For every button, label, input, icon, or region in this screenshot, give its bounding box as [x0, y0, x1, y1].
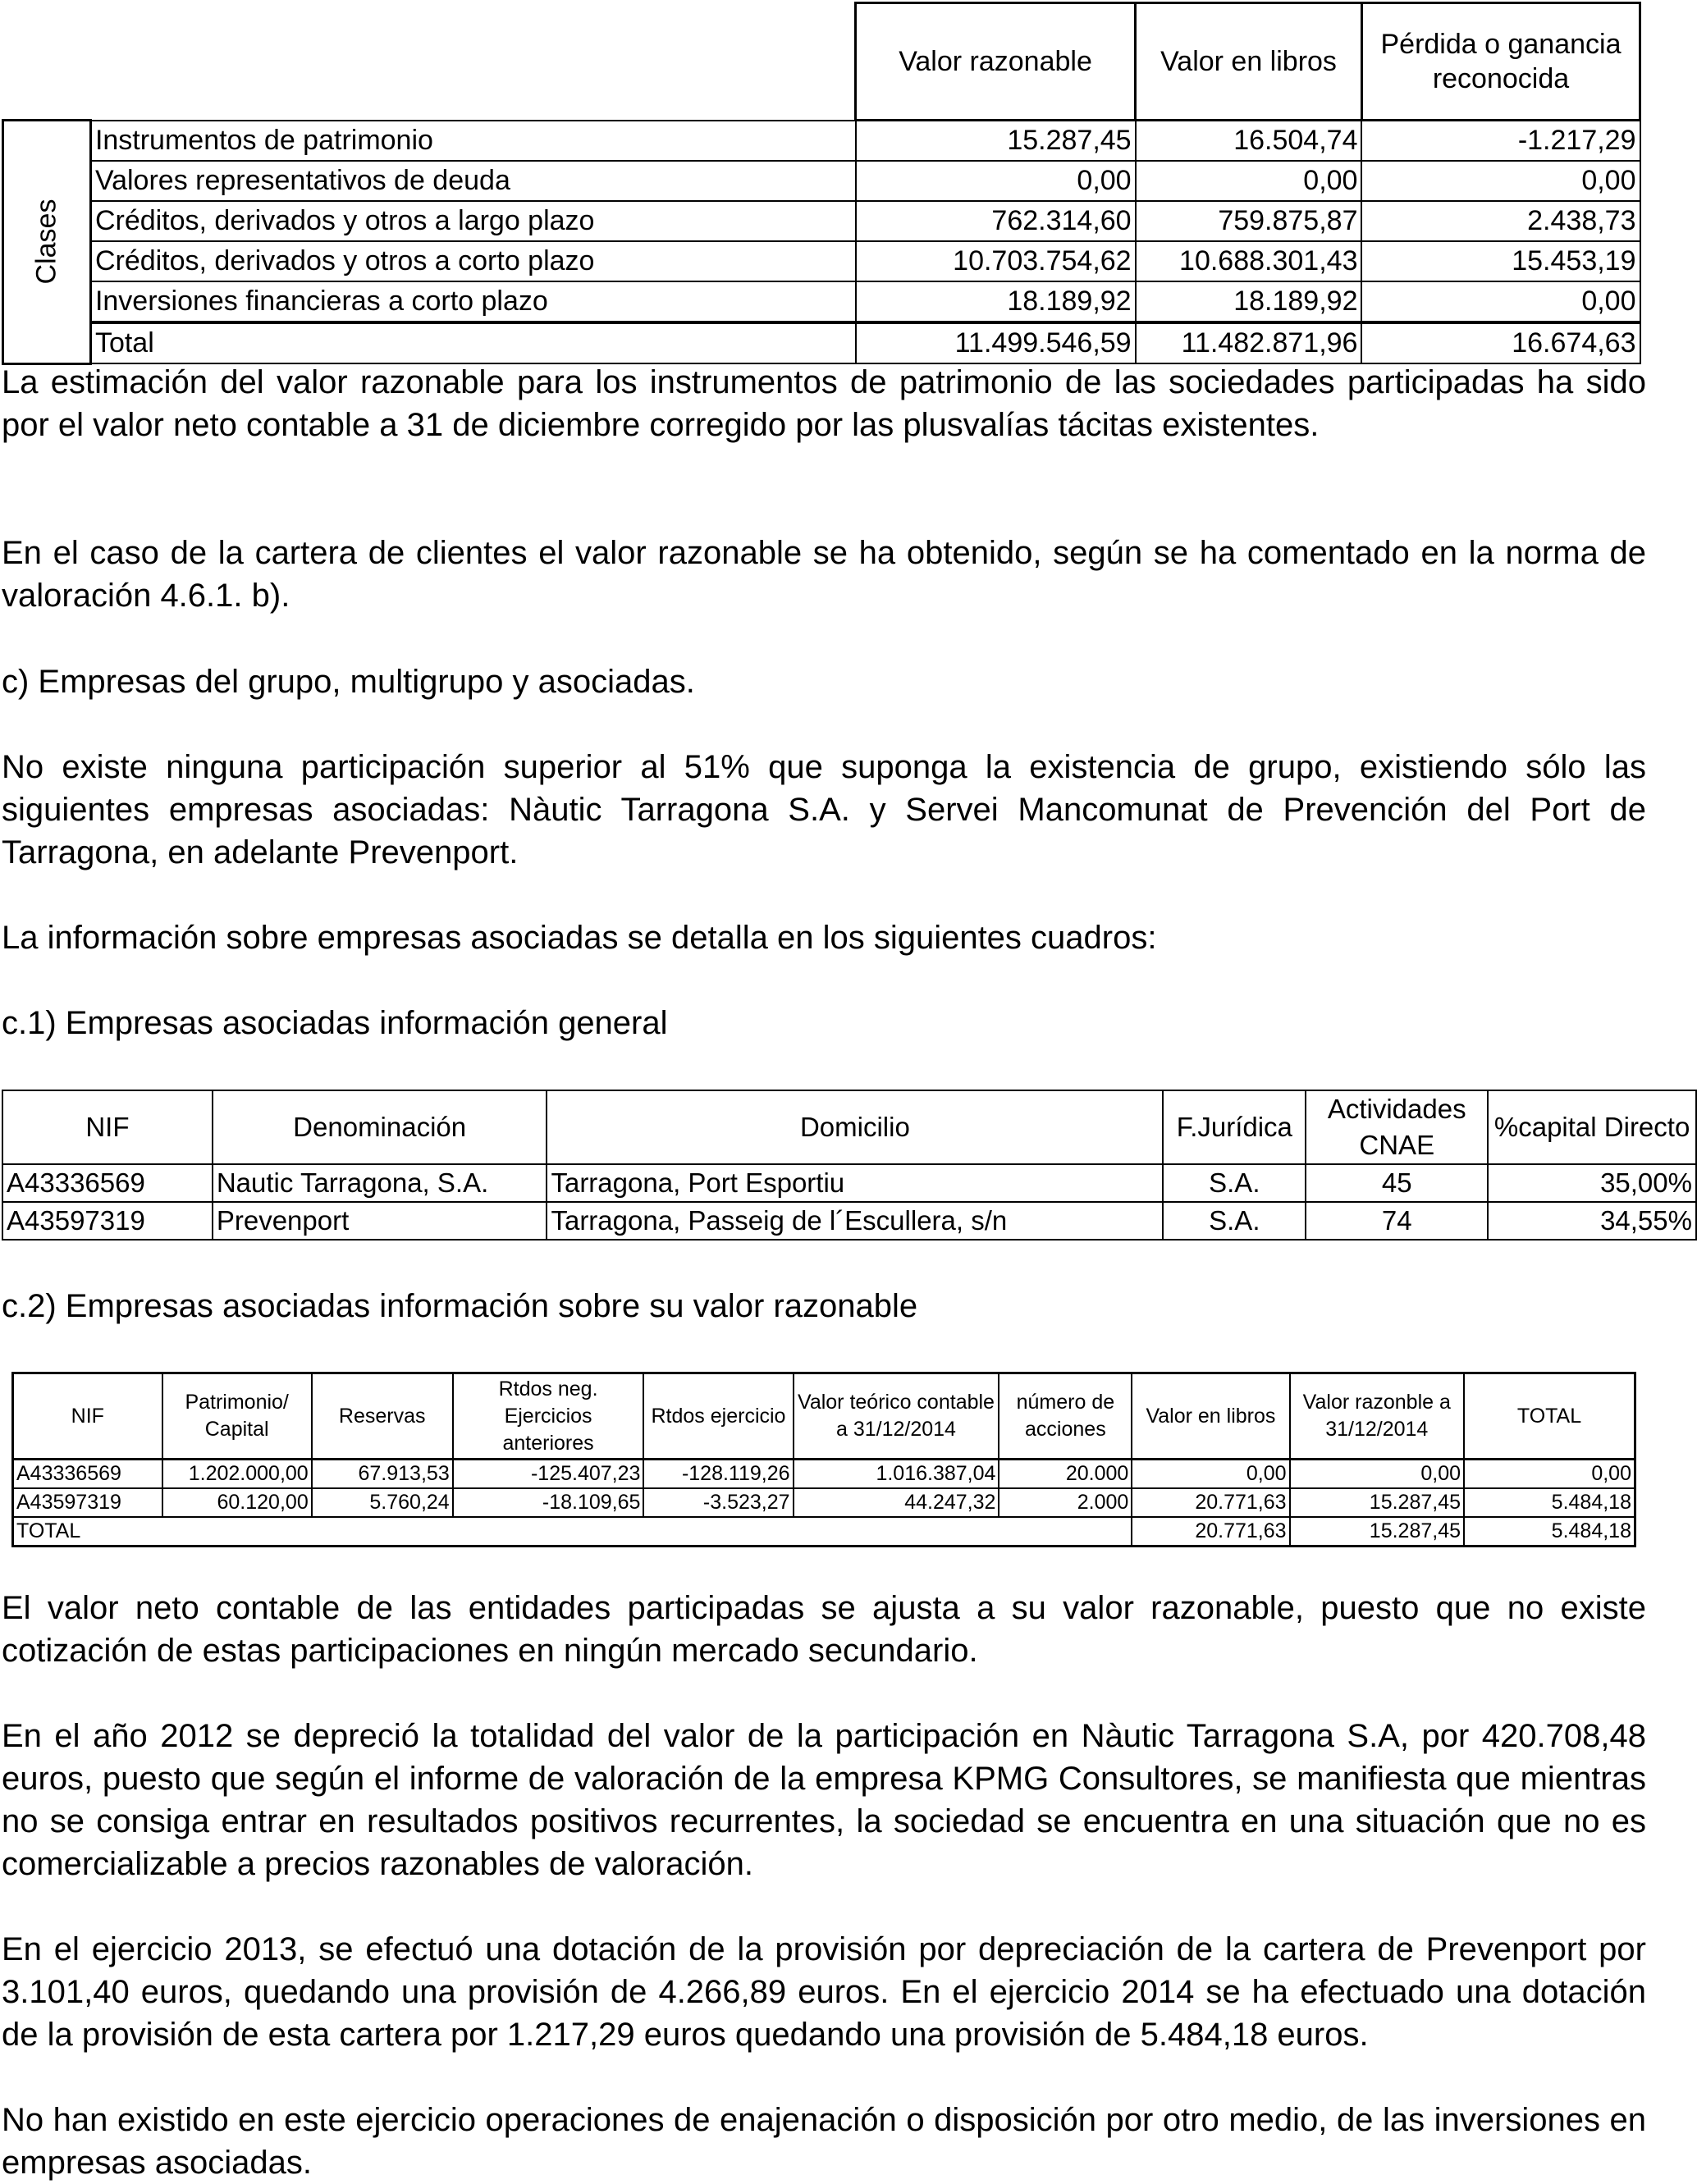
cell-value: 1.202.000,00: [162, 1460, 312, 1489]
table-row: [13, 1488, 1635, 1517]
header-numero-acciones: número de acciones: [999, 1373, 1132, 1460]
header-forma-juridica: F.Jurídica: [1163, 1090, 1306, 1164]
paragraph-valuation-method: La estimación del valor razonable para los instrumentos de patrimonio de las sociedades participadas ha sido por el valor neto contable a 31 de diciembre corregido por las plusvalías tácitas existentes.: [2, 364, 1646, 443]
table-row: [3, 121, 1640, 162]
cell-value: 10.688.301,43: [1136, 241, 1362, 281]
clases-side-label: Clases: [3, 121, 91, 364]
cell-value: 0,00: [1464, 1460, 1635, 1489]
total-value: 15.287,45: [1290, 1517, 1464, 1547]
cell-value: 2.000: [999, 1488, 1132, 1517]
cell-value: 16.504,74: [1136, 121, 1362, 162]
cell-domicilio: Tarragona, Passeig de l´Escullera, s/n: [547, 1202, 1163, 1240]
cell-denominacion: Nautic Tarragona, S.A.: [213, 1164, 547, 1202]
table-row: [2, 1164, 1696, 1202]
cell-value: 20.771,63: [1132, 1488, 1289, 1517]
cell-denominacion: Prevenport: [213, 1202, 547, 1240]
cell-value: 0,00: [1136, 161, 1362, 201]
header-valor-en-libros: Valor en libros: [1132, 1373, 1289, 1460]
paragraph-no-disposals: No han existido en este ejercicio operaciones de enajenación o disposición por otro medio, de las inversiones en empresas asociadas.: [2, 2102, 1646, 2181]
header-actividades-cnae: Actividades CNAE: [1306, 1090, 1488, 1164]
table-row: [13, 1460, 1635, 1489]
row-label: Créditos, derivados y otros a corto plazo: [90, 241, 855, 281]
cell-capital: 35,00%: [1488, 1164, 1696, 1202]
associates-fair-value-table: [11, 1372, 1636, 1547]
cell-value: 10.703.754,62: [856, 241, 1136, 281]
section-heading-c1: c.1) Empresas asociadas información general: [2, 1005, 668, 1041]
cell-domicilio: Tarragona, Port Esportiu: [547, 1164, 1163, 1202]
total-label: TOTAL: [13, 1517, 1132, 1547]
header-rtdos-neg: Rtdos neg. Ejercicios anteriores: [453, 1373, 644, 1460]
paragraph-associates: No existe ninguna participación superior al 51% que suponga la existencia de grupo, existiendo sólo las siguientes empresas asociadas: Nàutic Tarragona S.A. y Servei Mancomunat de Prevención del Port de Tarragona, en adelante Prevenport.: [2, 749, 1646, 870]
cell-value: 759.875,87: [1136, 201, 1362, 241]
table-row: [3, 281, 1640, 322]
header-total: TOTAL: [1464, 1373, 1635, 1460]
total-row: [13, 1517, 1635, 1547]
total-value: 11.499.546,59: [856, 322, 1136, 363]
section-heading-c2: c.2) Empresas asociadas información sobre su valor razonable: [2, 1288, 918, 1324]
paragraph-net-book-value: El valor neto contable de las entidades participadas se ajusta a su valor razonable, puesto que no existe cotización de estas participaciones en ningún mercado secundario.: [2, 1590, 1646, 1669]
cell-value: 15.453,19: [1361, 241, 1640, 281]
header-perdida-ganancia: Pérdida o ganancia reconocida: [1361, 3, 1640, 121]
total-value: 20.771,63: [1132, 1517, 1289, 1547]
cell-cnae: 45: [1306, 1164, 1488, 1202]
cell-forma-juridica: S.A.: [1163, 1202, 1306, 1240]
cell-value: -125.407,23: [453, 1460, 644, 1489]
header-nif: NIF: [13, 1373, 162, 1460]
table-row: [3, 201, 1640, 241]
total-value: 11.482.871,96: [1136, 322, 1362, 363]
associates-general-table: [2, 1090, 1697, 1240]
paragraph-2013-2014-provision: En el ejercicio 2013, se efectuó una dotación de la provisión por depreciación de la cartera de Prevenport por 3.101,40 euros, quedando una provisión de 4.266,89 euros. En el ejercicio 2014 se ha efectuado una dotación de la provisión de esta cartera por 1.217,29 euros quedando una provisión de 5.484,18 euros.: [2, 1931, 1646, 2053]
header-reservas: Reservas: [312, 1373, 453, 1460]
table-row: [3, 161, 1640, 201]
row-label: Inversiones financieras a corto plazo: [90, 281, 855, 322]
cell-value: 0,00: [1132, 1460, 1289, 1489]
cell-nif: A43336569: [13, 1460, 162, 1489]
cell-value: 762.314,60: [856, 201, 1136, 241]
cell-value: 0,00: [1361, 161, 1640, 201]
total-value: 5.484,18: [1464, 1517, 1635, 1547]
associates-general-header: [2, 1090, 1696, 1164]
cell-value: 67.913,53: [312, 1460, 453, 1489]
cell-nif: A43336569: [2, 1164, 213, 1202]
associates-fair-value-header: [13, 1373, 1635, 1460]
total-row: [3, 322, 1640, 363]
header-capital-directo: %capital Directo: [1488, 1090, 1696, 1164]
header-denominacion: Denominación: [213, 1090, 547, 1164]
row-label: Créditos, derivados y otros a largo plazo: [90, 201, 855, 241]
cell-value: 60.120,00: [162, 1488, 312, 1517]
header-valor-razonable: Valor razonble a 31/12/2014: [1290, 1373, 1464, 1460]
cell-nif: A43597319: [13, 1488, 162, 1517]
cell-value: -128.119,26: [643, 1460, 793, 1489]
cell-nif: A43597319: [2, 1202, 213, 1240]
fair-value-table: [2, 2, 1641, 365]
header-valor-teorico: Valor teórico contable a 31/12/2014: [794, 1373, 999, 1460]
table-row: [3, 241, 1640, 281]
cell-value: 5.760,24: [312, 1488, 453, 1517]
header-domicilio: Domicilio: [547, 1090, 1163, 1164]
cell-capital: 34,55%: [1488, 1202, 1696, 1240]
row-label: Instrumentos de patrimonio: [90, 121, 855, 162]
cell-cnae: 74: [1306, 1202, 1488, 1240]
cell-value: 15.287,45: [1290, 1488, 1464, 1517]
header-valor-razonable: Valor razonable: [856, 3, 1136, 121]
fair-value-table-header: [3, 3, 1640, 121]
header-valor-en-libros: Valor en libros: [1136, 3, 1362, 121]
cell-value: -18.109,65: [453, 1488, 644, 1517]
paragraph-client-portfolio: En el caso de la cartera de clientes el valor razonable se ha obtenido, según se ha comentado en la norma de valoración 4.6.1. b).: [2, 535, 1646, 614]
cell-value: -3.523,27: [643, 1488, 793, 1517]
total-label: Total: [90, 322, 855, 363]
header-rtdos-ejercicio: Rtdos ejercicio: [643, 1373, 793, 1460]
row-label: Valores representativos de deuda: [90, 161, 855, 201]
cell-value: 1.016.387,04: [794, 1460, 999, 1489]
paragraph-2012-depreciation: En el año 2012 se depreció la totalidad del valor de la participación en Nàutic Tarragona S.A, por 420.708,48 euros, puesto que según el informe de valoración de la empresa KPMG Consultores, se manifiesta que mientras no se consiga entrar en resultados positivos recurrentes, la sociedad se encuentra en una situación que no es comercializable a precios razonables de valoración.: [2, 1718, 1646, 1882]
cell-value: 0,00: [856, 161, 1136, 201]
cell-value: 44.247,32: [794, 1488, 999, 1517]
cell-value: 20.000: [999, 1460, 1132, 1489]
cell-value: 15.287,45: [856, 121, 1136, 162]
cell-value: 18.189,92: [1136, 281, 1362, 322]
table-row: [2, 1202, 1696, 1240]
cell-value: 5.484,18: [1464, 1488, 1635, 1517]
cell-value: 2.438,73: [1361, 201, 1640, 241]
paragraph-associates-info: La información sobre empresas asociadas se detalla en los siguientes cuadros:: [2, 920, 1157, 956]
total-value: 16.674,63: [1361, 322, 1640, 363]
cell-value: 0,00: [1290, 1460, 1464, 1489]
cell-value: 18.189,92: [856, 281, 1136, 322]
cell-value: -1.217,29: [1361, 121, 1640, 162]
cell-forma-juridica: S.A.: [1163, 1164, 1306, 1202]
cell-value: 0,00: [1361, 281, 1640, 322]
header-patrimonio-capital: Patrimonio/ Capital: [162, 1373, 312, 1460]
header-nif: NIF: [2, 1090, 213, 1164]
section-heading-c: c) Empresas del grupo, multigrupo y asociadas.: [2, 664, 695, 700]
